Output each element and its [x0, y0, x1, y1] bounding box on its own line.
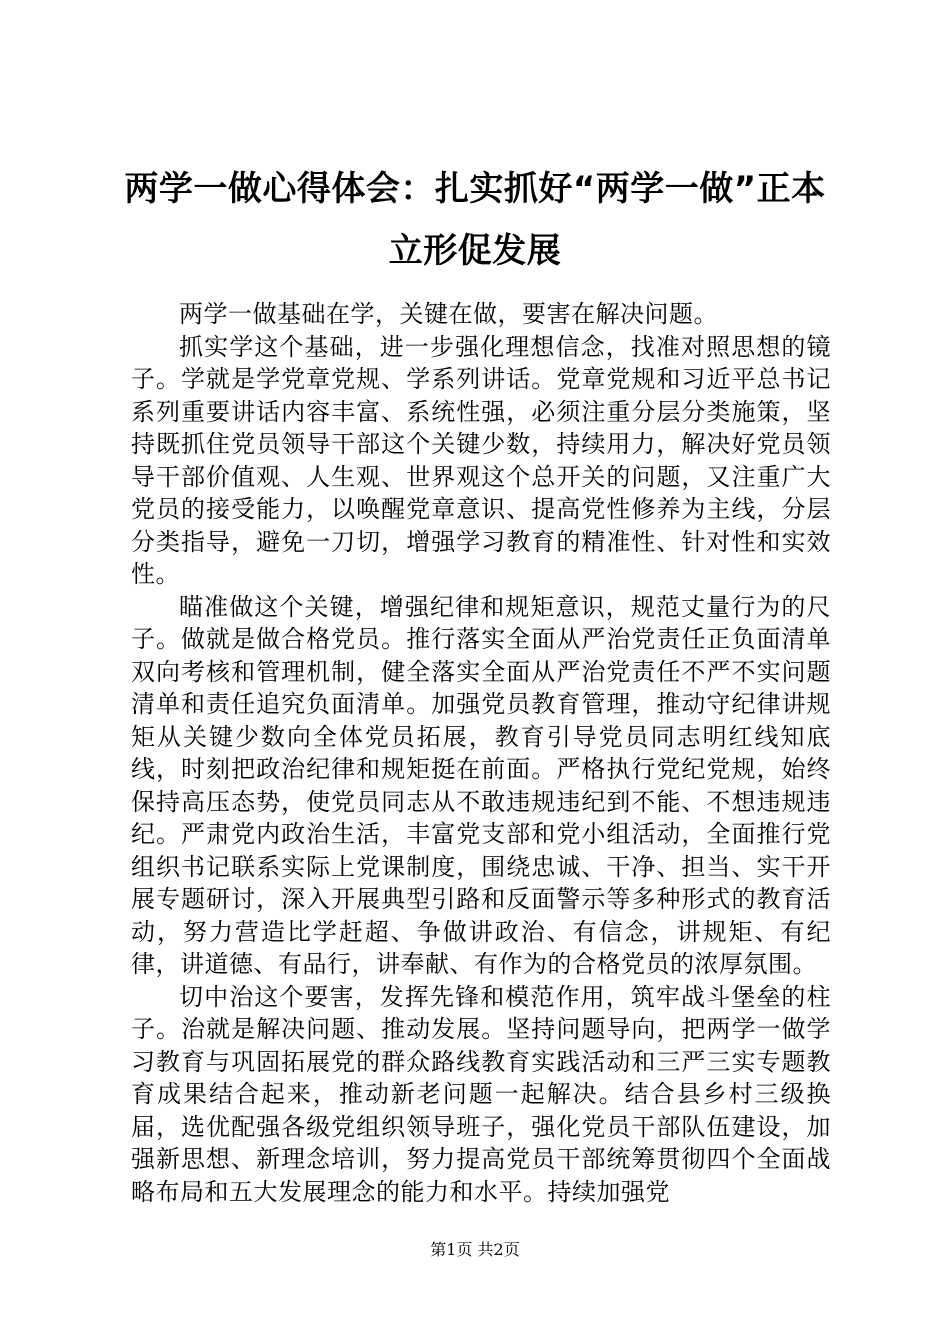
paragraph-study: 抓实学这个基础，进一步强化理想信念，找准对照思想的镜子。学就是学党章党规、学系列讲话。党章党规和习近平总书记系列重要讲话内容丰富、系统性强，必须注重分层分类施策，坚持既抓住党员领导干部这个关键少数，持续用力，解决好党员领导干部价值观、人生观、世界观这个总开关的问题，又注重广大党员的接受能力，以唤醒党章意识、提高党性修养为主线，分层分类指导，避免一刀切，增强学习教育的精准性、针对性和实效性。 [131, 332, 831, 588]
page-footer: 第1页 共2页 [430, 1240, 520, 1259]
paragraph-governance: 切中治这个要害，发挥先锋和模范作用，筑牢战斗堡垒的柱子。治就是解决问题、推动发展。坚持问题导向，把两学一做学习教育与巩固拓展党的群众路线教育实践活动和三严三实专题教育成果结合起来，推动新老问题一起解决。结合县乡村三级换届，选优配强各级党组织领导班子，强化党员干部队伍建设，加强新思想、新理念培训，努力提高党员干部统筹贯彻四个全面战略布局和五大发展理念的能力和水平。持续加强党 [131, 982, 831, 1206]
paragraph-intro: 两学一做基础在学，关键在做，要害在解决问题。 [179, 300, 718, 328]
document-title: 两学一做心得体会：扎实抓好“两学一做”正本立形促发展 [124, 169, 826, 271]
paragraph-practice: 瞄准做这个关键，增强纪律和规矩意识，规范丈量行为的尺子。做就是做合格党员。推行落实全面从严治党责任正负面清单双向考核和管理机制，健全落实全面从严治党责任不严不实问题清单和责任追究负面清单。加强党员教育管理，推动守纪律讲规矩从关键少数向全体党员拓展，教育引导党员同志明红线知底线，时刻把政治纪律和规矩挺在前面。严格执行党纪党规，始终保持高压态势，使党员同志从不敢违规违纪到不能、不想违规违纪。严肃党内政治生活，丰富党支部和党小组活动，全面推行党组织书记联系实际上党课制度，围绕忠诚、干净、担当、实干开展专题研讨，深入开展典型引路和反面警示等多种形式的教育活动，努力营造比学赶超、争做讲政治、有信念，讲规矩、有纪律，讲道德、有品行，讲奉献、有作为的合格党员的浓厚氛围。 [131, 592, 831, 978]
document-body [131, 298, 831, 1208]
